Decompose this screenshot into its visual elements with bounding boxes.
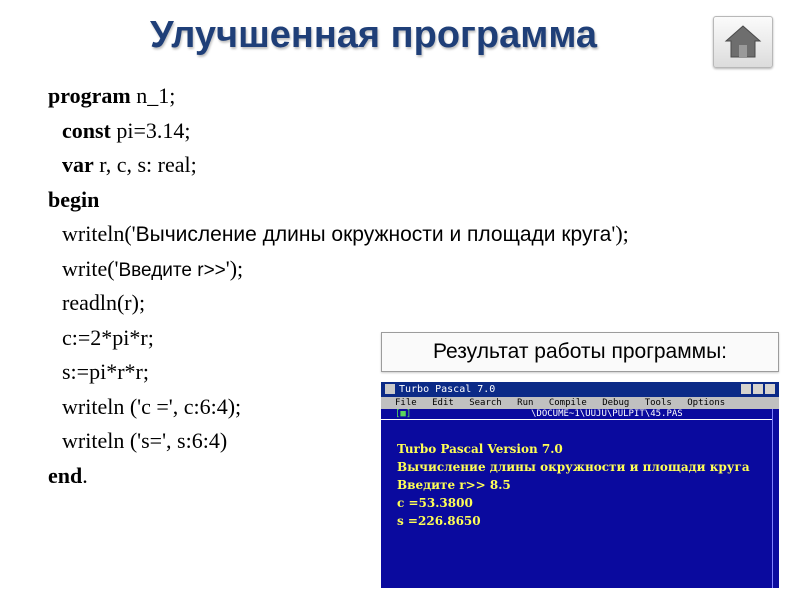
turbo-pascal-window — [381, 382, 779, 588]
result-label: Результат работы программы: — [381, 332, 779, 372]
app-icon — [385, 384, 395, 394]
code-line: writeln ('s=', s:6:4) — [62, 428, 228, 453]
menu-compile[interactable]: Compile — [548, 398, 587, 408]
close-box[interactable]: [■] — [395, 409, 412, 419]
output-line: Введите r>> 8.5 — [397, 478, 511, 492]
menu-tools[interactable]: Tools — [644, 398, 672, 408]
minimize-button[interactable] — [741, 384, 751, 394]
scrollbar[interactable] — [772, 409, 779, 588]
code-line: program n_1; — [48, 83, 176, 108]
page-title: Улучшенная программа — [150, 14, 598, 56]
code-line: s:=pi*r*r; — [62, 359, 149, 384]
home-button[interactable] — [713, 16, 773, 68]
menu-search[interactable]: Search — [469, 398, 502, 408]
output-line: Turbo Pascal Version 7.0 — [397, 442, 563, 456]
close-button[interactable] — [765, 384, 775, 394]
code-line: begin — [48, 186, 100, 212]
code-line: c:=2*pi*r; — [62, 324, 154, 350]
menu-file[interactable]: File — [395, 398, 417, 408]
menu-debug[interactable]: Debug — [602, 398, 630, 408]
window-titlebar — [381, 382, 779, 397]
code-line: end. — [48, 462, 88, 488]
code-line: writeln ('c =', c:6:4); — [62, 393, 242, 419]
window-title: Turbo Pascal 7.0 — [399, 384, 496, 395]
menu-edit[interactable]: Edit — [432, 398, 454, 408]
file-path: \DOCUME~1\UUJU\PULPIT\45.PAS — [531, 409, 683, 419]
maximize-button[interactable] — [753, 384, 763, 394]
window-controls — [739, 384, 775, 399]
code-line: var r, c, s: real; — [62, 152, 197, 177]
output-line: Вычисление длины окружности и площади круга — [397, 460, 750, 474]
code-line: writeln('Вычисление длины окружности и площади круга'); — [62, 221, 629, 246]
code-line: write('Введите r>>'); — [62, 255, 244, 281]
editor-frame-top — [381, 409, 779, 420]
menu-options[interactable]: Options — [687, 398, 726, 408]
home-icon — [724, 24, 762, 60]
menu-run[interactable]: Run — [517, 398, 534, 408]
menu-bar — [381, 397, 779, 409]
output-line: s =226.8650 — [397, 514, 481, 528]
code-line: const pi=3.14; — [62, 117, 191, 143]
console-output — [381, 420, 779, 530]
output-line: c =53.3800 — [397, 496, 473, 510]
code-line: readln(r); — [62, 290, 146, 315]
